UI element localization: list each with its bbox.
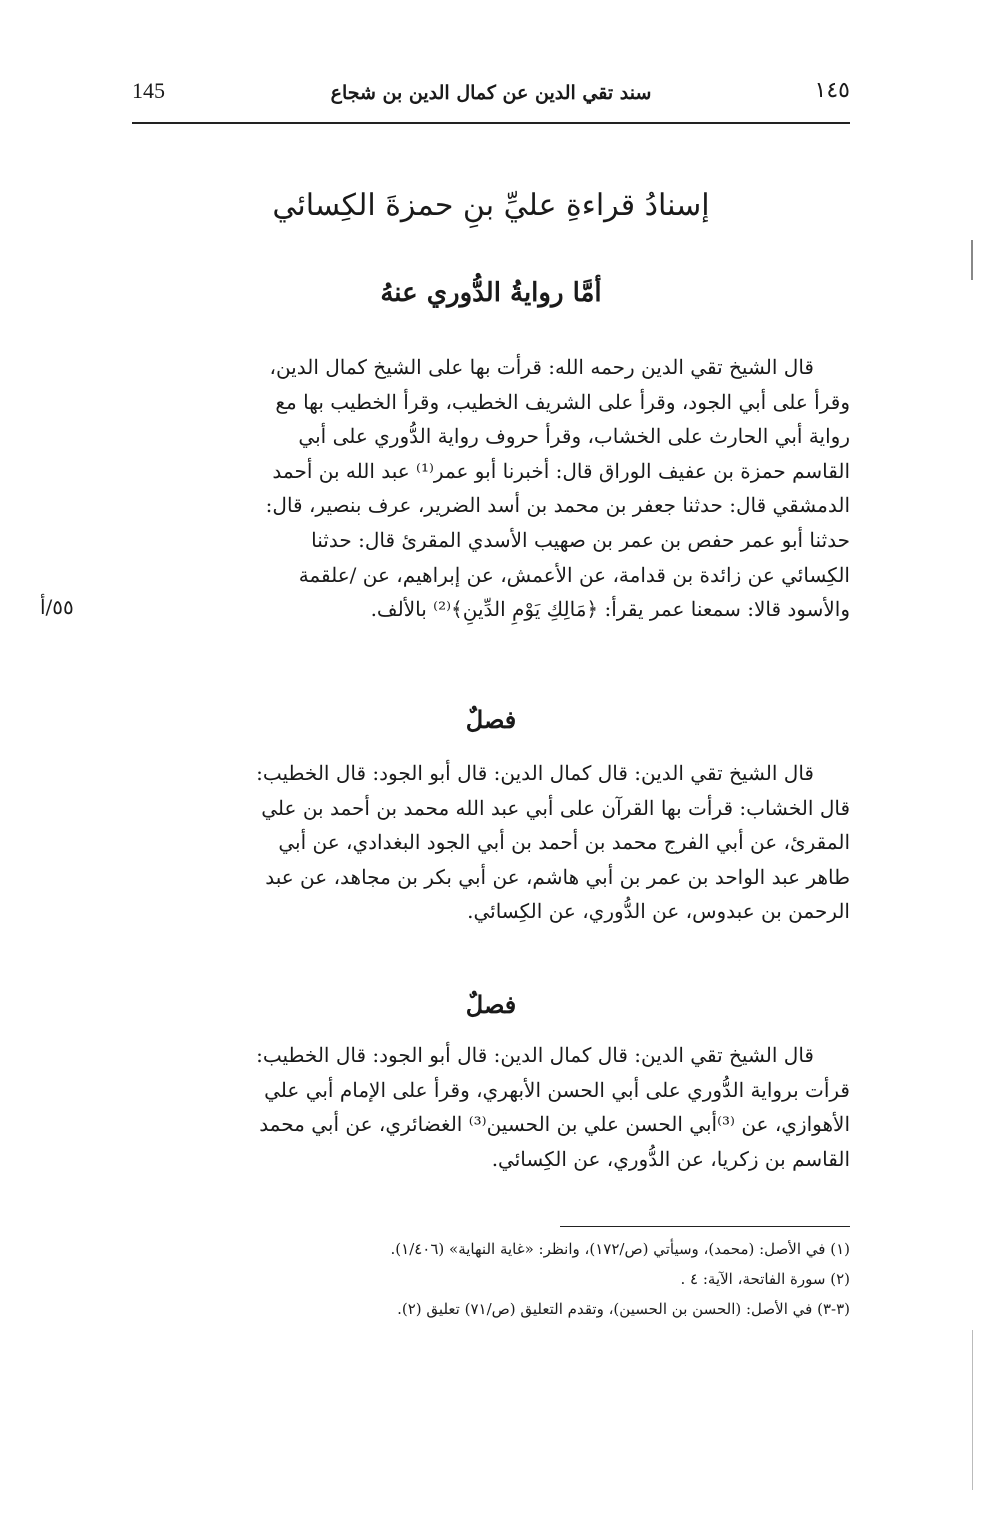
scan-edge-mark (971, 240, 973, 280)
manuscript-folio-note: ٥٥/أ (40, 595, 74, 619)
footnote: (٢) سورة الفاتحة، الآية: ٤ . (680, 1270, 850, 1288)
text-line: الدمشقي قال: حدثنا جعفر بن محمد بن أسد الضرير، عرف بنصير، قال: (265, 493, 850, 518)
text-line: رواية أبي الحارث على الخشاب، وقرأ حروف رواية الدُّوري على أبي (298, 424, 850, 449)
text-line: القاسم بن زكريا، عن الدُّوري، عن الكِسائي. (491, 1146, 850, 1171)
paragraph-isnad-2 (132, 756, 850, 929)
text-line: والأسود قالا: سمعنا عمر يقرأ: ﴿مَالِكِ يَوْمِ الدِّينِ﴾⁽²⁾ بالألف. (370, 597, 850, 622)
paragraph-isnad-1 (132, 350, 850, 627)
page-number-arabic: ١٤٥ (814, 78, 850, 103)
text-line: قال الشيخ تقي الدين رحمه الله: قرأت بها على الشيخ كمال الدين، (269, 355, 814, 379)
text-line: الكِسائي عن زائدة بن قدامة، عن الأعمش، عن إبراهيم، عن /علقمة (298, 562, 850, 587)
text-line: المقرئ، عن أبي الفرج محمد بن أحمد بن أبي الجود البغدادي، عن أبي (278, 830, 850, 855)
text-line: قال الشيخ تقي الدين: قال كمال الدين: قال أبو الجود: قال الخطيب: (256, 761, 814, 785)
text-line: قال الشيخ تقي الدين: قال كمال الدين: قال أبو الجود: قال الخطيب: (256, 1043, 814, 1067)
paragraph-isnad-3 (132, 1038, 850, 1176)
header-rule (132, 122, 850, 124)
footnote: (٣-٣) في الأصل: (الحسن بن الحسين)، وتقدم التعليق (ص/٧١) تعليق (٢). (397, 1300, 850, 1318)
text-line: حدثنا أبو عمر حفص بن عمر بن صهيب الأسدي المقرئ قال: حدثنا (311, 527, 850, 552)
footnote: (١) في الأصل: (محمد)، وسيأتي (ص/١٧٢)، وانظر: «غاية النهاية» (١/٤٠٦). (390, 1240, 850, 1258)
running-title: سند تقي الدين عن كمال الدين بن شجاع (330, 82, 652, 104)
section-heading-fasl-2: فصلٌ (465, 990, 517, 1019)
page-number-latin: 145 (132, 78, 165, 103)
section-heading-fasl-1: فصلٌ (465, 705, 517, 734)
scan-edge-mark (972, 1330, 973, 1490)
text-line: وقرأ على أبي الجود، وقرأ على الشريف الخطيب، وقرأ الخطيب بها مع (275, 389, 850, 414)
footnotes (132, 1234, 850, 1324)
chapter-title: إسنادُ قراءةِ عليِّ بنِ حمزةَ الكِسائي (272, 188, 710, 223)
footnote-rule (560, 1226, 850, 1227)
text-line: الرحمن بن عبدوس، عن الدُّوري، عن الكِسائي. (467, 899, 850, 924)
running-header (132, 78, 850, 118)
chapter-subtitle: أمَّا روايةُ الدُّوري عنهُ (380, 278, 602, 308)
text-line: قال الخشاب: قرأت بها القرآن على أبي عبد الله محمد بن أحمد بن علي (261, 795, 850, 820)
text-line: القاسم حمزة بن عفيف الوراق قال: أخبرنا أبو عمر⁽¹⁾ عبد الله بن أحمد (272, 458, 850, 483)
text-line: قرأت برواية الدُّوري على أبي الحسن الأبهري، وقرأ على الإمام أبي علي (264, 1077, 850, 1102)
text-line: الأهوازي، عن ⁽³⁾أبي الحسن علي بن الحسين⁽³⁾ الغضائري، عن أبي محمد (259, 1112, 850, 1137)
text-line: طاهر عبد الواحد بن عمر بن أبي هاشم، عن أبي بكر بن مجاهد، عن عبد (265, 864, 850, 889)
